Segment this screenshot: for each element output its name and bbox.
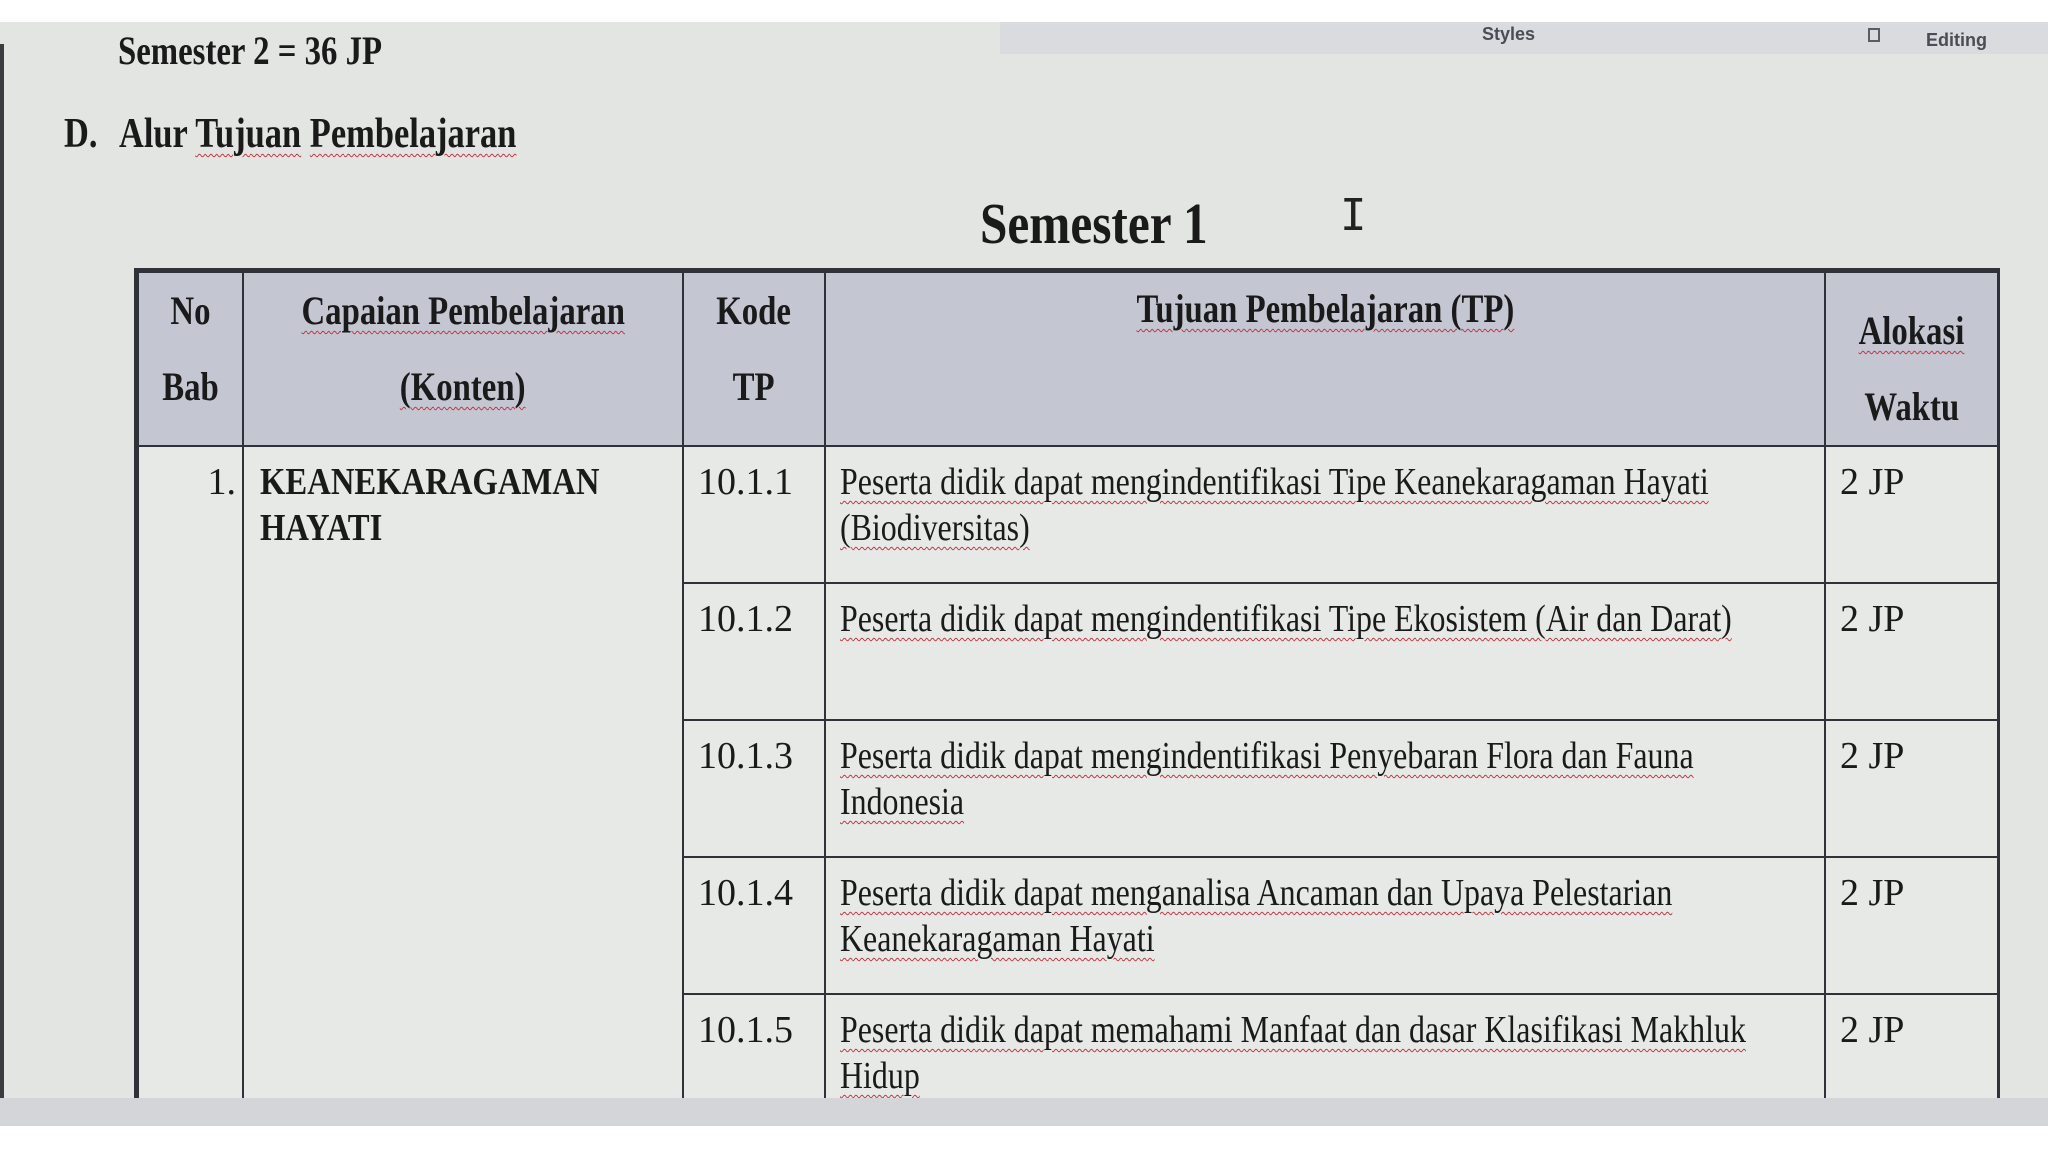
header-waktu-text: Waktu bbox=[1864, 384, 1959, 429]
kode-cell bbox=[683, 583, 825, 720]
screen-bottom-edge bbox=[0, 1098, 2048, 1126]
header-tujuan bbox=[825, 272, 1825, 446]
chapter-number-cell bbox=[138, 446, 243, 1126]
section-title-word-alur: Alur bbox=[118, 111, 188, 157]
image-top-margin bbox=[0, 0, 2048, 22]
dialog-launcher-icon[interactable] bbox=[1868, 28, 1880, 42]
learning-objectives-table bbox=[134, 268, 2000, 1126]
tp-cell bbox=[825, 446, 1825, 583]
photo-left-edge bbox=[0, 44, 4, 1126]
kode-cell bbox=[683, 720, 825, 857]
tp-text: Peserta didik dapat mengindentifikasi Penyebaran Flora dan Fauna Indonesia bbox=[840, 735, 1694, 823]
kode-text: 10.1.5 bbox=[698, 1009, 793, 1051]
tp-text: Peserta didik dapat memahami Manfaat dan dasar Klasifikasi Makhluk Hidup bbox=[840, 1009, 1746, 1097]
table-title: Semester 1 bbox=[980, 191, 1208, 256]
alokasi-cell bbox=[1825, 583, 1998, 720]
chapter-capaian-cell bbox=[243, 446, 683, 1126]
tp-text: Peserta didik dapat menganalisa Ancaman dan Upaya Pelestarian Keanekaragaman Hayati bbox=[840, 872, 1673, 960]
alokasi-cell bbox=[1825, 720, 1998, 857]
ribbon-styles-label[interactable]: Styles bbox=[1482, 24, 1536, 44]
header-tujuan-text: Tujuan Pembelajaran (TP) bbox=[1136, 286, 1514, 331]
kode-cell bbox=[683, 446, 825, 583]
table-row bbox=[138, 446, 1998, 583]
section-title-word-pembelajaran: Pembelajaran bbox=[309, 111, 517, 157]
header-capaian bbox=[243, 272, 683, 446]
section-letter: D. bbox=[64, 111, 98, 157]
header-kode-text: Kode bbox=[716, 288, 792, 333]
alokasi-cell bbox=[1825, 446, 1998, 583]
kode-text: 10.1.4 bbox=[698, 872, 793, 914]
header-konten-text: (Konten) bbox=[400, 364, 526, 409]
header-alokasi bbox=[1825, 272, 1998, 446]
alokasi-text: 2 JP bbox=[1840, 598, 1905, 640]
alokasi-text: 2 JP bbox=[1840, 735, 1905, 777]
ribbon-editing-label[interactable]: Editing bbox=[1926, 30, 1987, 50]
alokasi-text: 2 JP bbox=[1840, 461, 1905, 503]
tp-cell bbox=[825, 857, 1825, 994]
section-title-word-tujuan: Tujuan bbox=[195, 111, 302, 157]
kode-text: 10.1.3 bbox=[698, 735, 793, 777]
document-photo bbox=[0, 22, 2048, 1126]
chapter-number: 1. bbox=[207, 461, 236, 503]
header-alokasi-text: Alokasi bbox=[1858, 308, 1965, 353]
text-cursor-icon: I bbox=[1340, 190, 1367, 241]
semester2-allocation-text: Semester 2 = 36 JP bbox=[118, 28, 383, 73]
tp-cell bbox=[825, 720, 1825, 857]
alokasi-text: 2 JP bbox=[1840, 872, 1905, 914]
tp-cell bbox=[825, 583, 1825, 720]
header-no-bab bbox=[138, 272, 243, 446]
table-header-row bbox=[138, 272, 1998, 446]
kode-cell bbox=[683, 857, 825, 994]
header-bab-text: Bab bbox=[162, 364, 219, 409]
kode-text: 10.1.2 bbox=[698, 598, 793, 640]
chapter-capaian-text: KEANEKARAGAMAN HAYATI bbox=[260, 461, 600, 549]
alokasi-text: 2 JP bbox=[1840, 1009, 1905, 1051]
header-no-text: No bbox=[170, 288, 211, 333]
header-tp-abbrev-text: TP bbox=[733, 364, 775, 409]
section-heading bbox=[64, 110, 516, 158]
kode-text: 10.1.1 bbox=[698, 461, 793, 503]
tp-text: Peserta didik dapat mengindentifikasi Tipe Keanekaragaman Hayati (Biodiversitas) bbox=[840, 461, 1709, 549]
header-capaian-text: Capaian Pembelajaran bbox=[301, 288, 625, 333]
header-kode-tp bbox=[683, 272, 825, 446]
alokasi-cell bbox=[1825, 857, 1998, 994]
tp-text: Peserta didik dapat mengindentifikasi Tipe Ekosistem (Air dan Darat) bbox=[840, 598, 1732, 640]
image-bottom-margin bbox=[0, 1126, 2048, 1152]
